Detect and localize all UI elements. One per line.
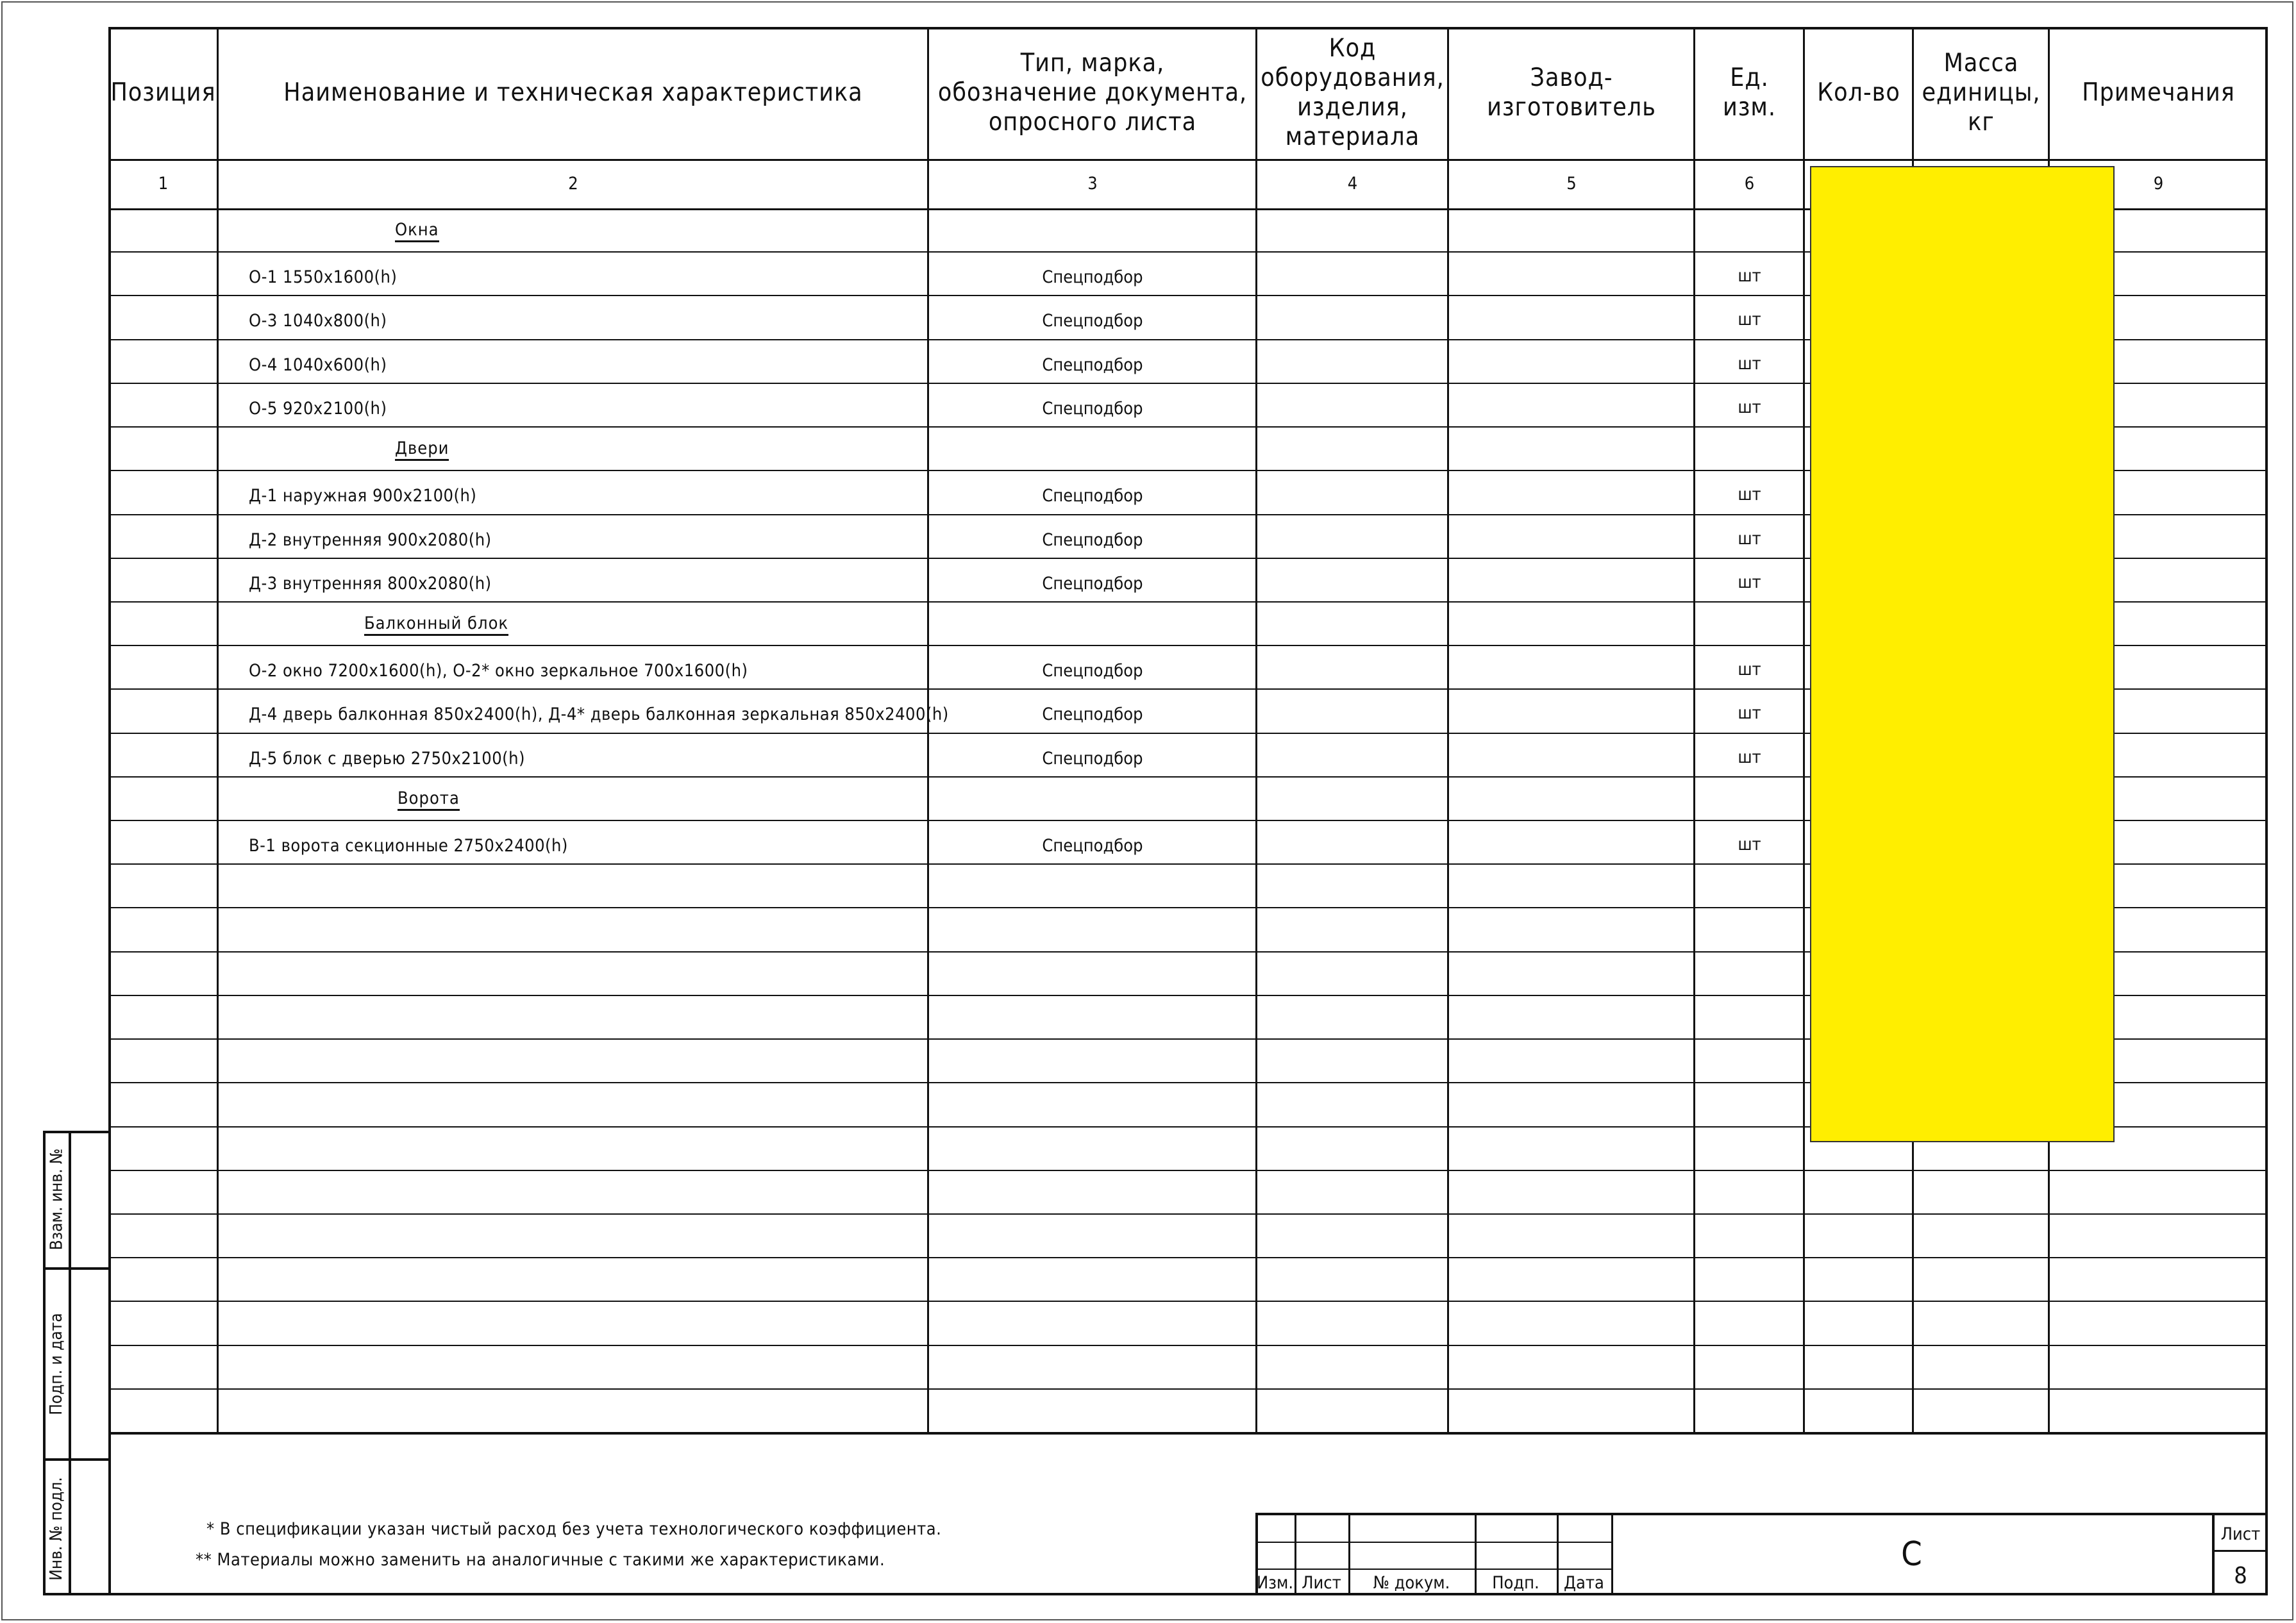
side-stamp-label-original-inventory: Инв. № подл.: [47, 1477, 66, 1581]
item-unit: шт: [1738, 266, 1761, 287]
item-unit: шт: [1738, 835, 1761, 854]
column-header: Код оборудования, изделия, материала: [1261, 33, 1445, 152]
title-block-row-line: [1255, 1542, 1611, 1543]
item-name: Д-2 внутренняя 900х2080(h): [249, 529, 492, 550]
row-line: [108, 1432, 2268, 1435]
item-name: Д-5 блок с дверью 2750х2100(h): [249, 748, 526, 769]
item-unit: шт: [1738, 310, 1761, 330]
column-header: Наименование и техническая характеристика: [283, 78, 863, 107]
item-name: Д-4 дверь балконная 850х2400(h), Д-4* дверь балконная зеркальная 850х2400(h): [249, 704, 949, 725]
item-type: Спецподбор: [1042, 661, 1143, 681]
title-block-label: Дата: [1564, 1573, 1604, 1593]
column-line: [1255, 27, 1257, 1433]
item-unit: шт: [1738, 353, 1761, 374]
column-line: [1693, 27, 1695, 1433]
item-unit: шт: [1738, 397, 1761, 417]
item-type: Спецподбор: [1042, 311, 1143, 331]
title-block-sheet-mid: [2212, 1550, 2268, 1552]
sheet-number: 8: [2234, 1563, 2247, 1589]
sheet-label: Лист: [2220, 1524, 2261, 1544]
section-heading: Окна: [395, 220, 439, 242]
side-stamp-label-signature-date: Подп. и дата: [47, 1313, 66, 1415]
item-name: В-1 ворота секционные 2750х2400(h): [249, 836, 568, 856]
item-unit: шт: [1738, 703, 1761, 724]
column-number: 5: [1566, 174, 1577, 194]
side-stamp-label-replacement: Взам. инв. №: [47, 1148, 67, 1251]
item-type: Спецподбор: [1042, 398, 1143, 419]
column-header: Примечания: [2082, 78, 2235, 107]
column-header: Тип, марка, обозначение документа, опросного листа: [937, 48, 1248, 137]
column-line: [1447, 27, 1449, 1433]
column-line: [927, 27, 929, 1433]
column-number: 2: [568, 174, 578, 194]
item-unit: шт: [1738, 660, 1761, 680]
section-heading: Двери: [395, 438, 449, 461]
item-unit: шт: [1738, 485, 1761, 505]
item-type: Спецподбор: [1042, 748, 1143, 769]
item-name: Д-1 наружная 900х2100(h): [249, 486, 477, 506]
column-header: Завод- изготовитель: [1487, 63, 1656, 122]
item-name: О-3 1040х800(h): [249, 311, 387, 331]
item-type: Спецподбор: [1042, 354, 1143, 375]
column-header: Ед. изм.: [1722, 63, 1777, 122]
column-line: [1803, 27, 1805, 1433]
row-line: [108, 1257, 2268, 1258]
item-name: О-5 920х2100(h): [249, 398, 387, 419]
title-block-label: № докум.: [1373, 1573, 1450, 1593]
item-unit: шт: [1738, 747, 1761, 767]
column-header: Позиция: [110, 78, 216, 107]
note-material-substitution: ** Материалы можно заменить на аналогичные с такими же характеристиками.: [196, 1550, 885, 1570]
section-heading: Ворота: [398, 788, 460, 811]
item-type: Спецподбор: [1042, 704, 1143, 725]
title-block-label: Изм.: [1256, 1573, 1294, 1593]
column-number: 3: [1087, 174, 1098, 194]
row-line: [108, 1170, 2268, 1171]
column-header: Масса единицы, кг: [1922, 48, 2041, 137]
column-number: 1: [158, 174, 169, 194]
item-name: О-1 1550х1600(h): [249, 267, 398, 288]
row-line: [108, 1388, 2268, 1390]
row-line: [108, 1345, 2268, 1346]
item-name: О-4 1040х600(h): [249, 354, 387, 375]
document-code: С: [1901, 1535, 1922, 1574]
column-number: 9: [2153, 174, 2164, 194]
title-block-label: Лист: [1302, 1573, 1341, 1593]
redaction-box: [1810, 166, 2115, 1142]
column-number: 6: [1744, 174, 1755, 194]
column-line: [217, 27, 219, 1433]
item-type: Спецподбор: [1042, 573, 1143, 594]
item-name: Д-3 внутренняя 800х2080(h): [249, 573, 492, 594]
column-number: 4: [1347, 174, 1358, 194]
item-type: Спецподбор: [1042, 267, 1143, 288]
title-block-top: [1255, 1513, 2268, 1515]
title-block-row-line: [1255, 1569, 1611, 1570]
item-unit: шт: [1738, 572, 1761, 592]
note-net-consumption: * В спецификации указан чистый расход без учета технологического коэффициента.: [206, 1519, 942, 1539]
item-type: Спецподбор: [1042, 529, 1143, 550]
item-type: Спецподбор: [1042, 836, 1143, 856]
section-heading: Балконный блок: [364, 613, 508, 636]
column-header: Кол-во: [1817, 78, 1900, 107]
item-unit: шт: [1738, 528, 1761, 549]
title-block-label: Подп.: [1492, 1573, 1539, 1593]
item-name: О-2 окно 7200х1600(h), О-2* окно зеркальное 700х1600(h): [249, 661, 748, 681]
row-line: [108, 1213, 2268, 1215]
row-line: [108, 1301, 2268, 1302]
item-type: Спецподбор: [1042, 486, 1143, 506]
